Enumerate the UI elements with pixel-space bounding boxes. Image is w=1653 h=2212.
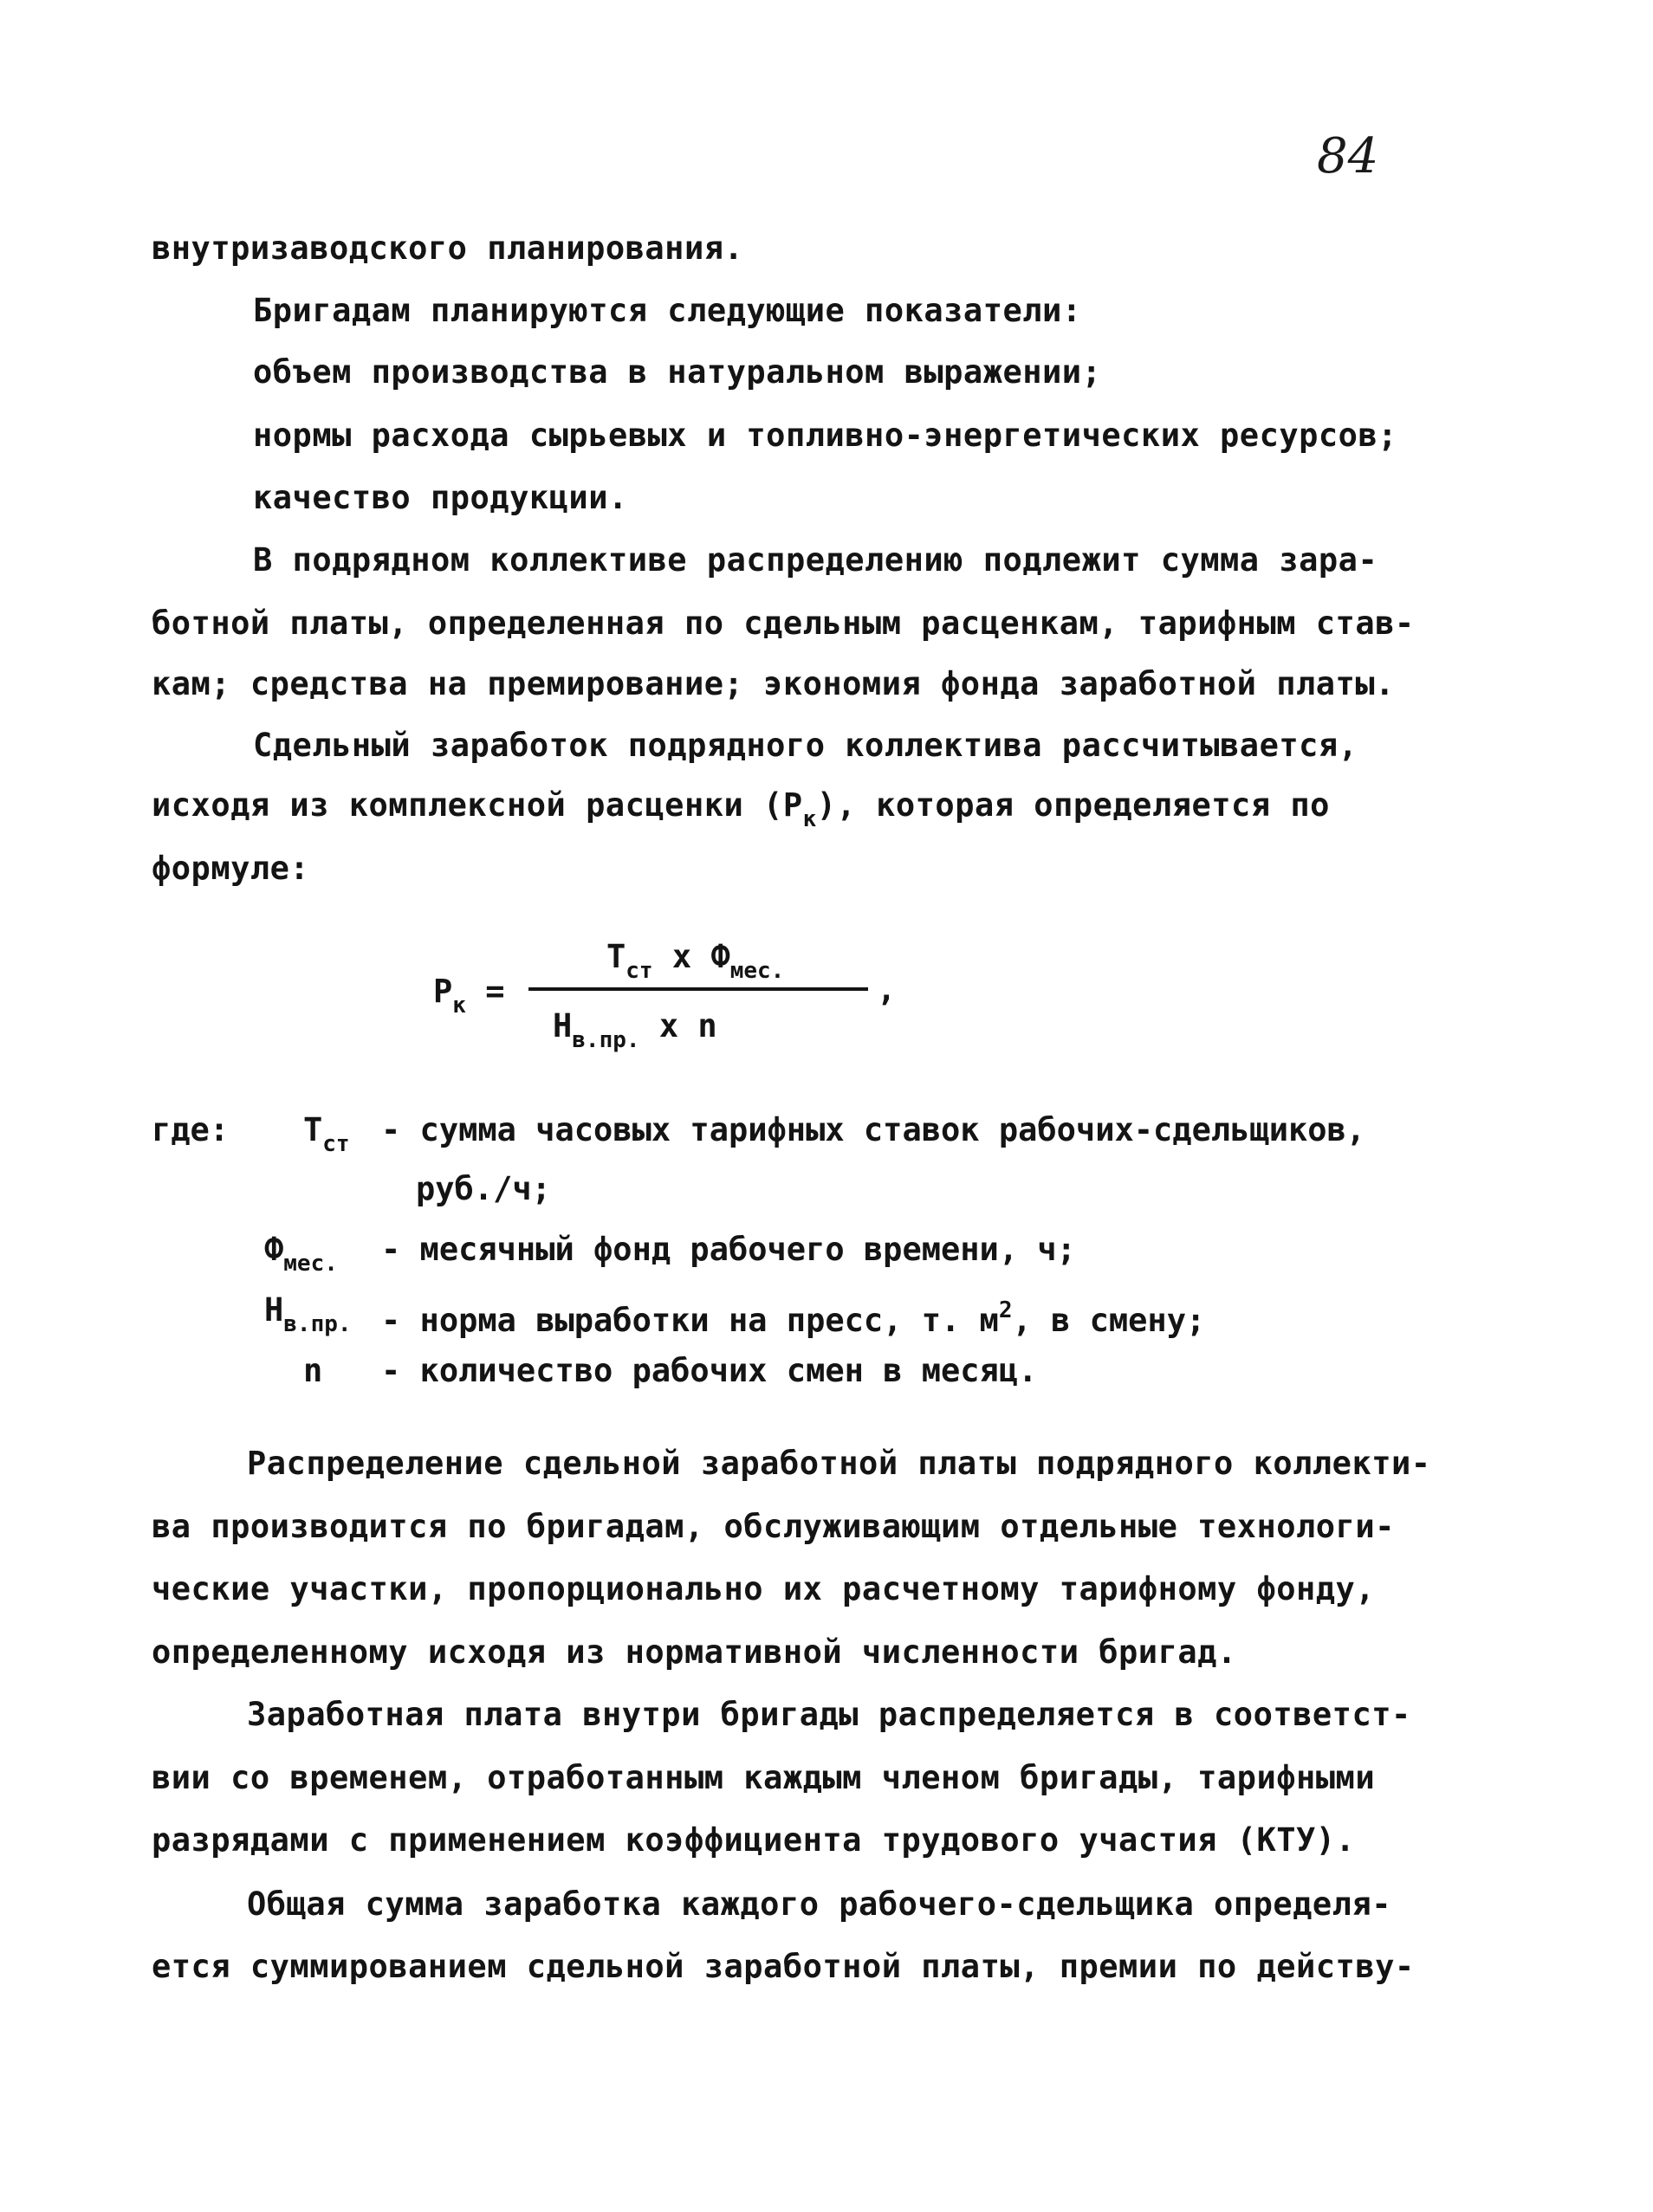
variable-description: - месячный фонд рабочего времени, ч; bbox=[381, 1231, 1076, 1268]
text-fragment: исходя из комплексной расценки (Р bbox=[152, 786, 803, 824]
subscript: к bbox=[802, 806, 817, 832]
formula-denominator: $Н_{в.пр.}$ х n bbox=[553, 1007, 717, 1053]
text-line: определенному исходя из нормативной численности бригад. bbox=[152, 1633, 1237, 1671]
text-line: ческие участки, пропорционально их расчетному тарифному фонду, bbox=[152, 1570, 1376, 1607]
page-number: 84 bbox=[1317, 128, 1379, 184]
variable-description: - норма выработки на пресс, т. $м^2$, в смену; bbox=[381, 1297, 1206, 1339]
text-fragment: ), которая определяется по bbox=[816, 786, 1330, 824]
text-line: ется суммированием сдельной заработной платы, премии по действу- bbox=[152, 1948, 1415, 1985]
text-line: Сдельный заработок подрядного коллектива рассчитывается, bbox=[253, 727, 1358, 764]
text-line: разрядами с применением коэффициента трудового участия (КТУ). bbox=[152, 1821, 1356, 1859]
text-line: Заработная плата внутри бригады распределяется в соответст- bbox=[247, 1696, 1411, 1733]
formula-comma: , bbox=[877, 971, 897, 1008]
text-line: В подрядном коллективе распределению подлежит сумма зара- bbox=[253, 541, 1378, 579]
variable-description: - количество рабочих смен в месяц. bbox=[381, 1352, 1038, 1389]
variable-description: - сумма часовых тарифных ставок рабочих-сдельщиков, bbox=[381, 1111, 1366, 1148]
fraction-bar bbox=[528, 987, 868, 991]
text-line: кам; средства на премирование; экономия фонда заработной платы. bbox=[152, 665, 1395, 702]
text-line: нормы расхода сырьевых и топливно-энергетических ресурсов; bbox=[253, 417, 1398, 454]
variable-symbol: n bbox=[303, 1352, 323, 1389]
text-line: Распределение сдельной заработной платы подрядного коллекти- bbox=[247, 1445, 1431, 1482]
where-label: где: bbox=[152, 1111, 230, 1148]
variable-symbol: $Н_{в.пр.}$ bbox=[264, 1291, 352, 1337]
text-line: качество продукции. bbox=[253, 479, 628, 516]
text-line: объем производства в натуральном выражении; bbox=[253, 353, 1102, 391]
text-line: формуле: bbox=[152, 850, 310, 887]
text-line: Бригадам планируются следующие показатели: bbox=[253, 292, 1082, 329]
text-line: ботной платы, определенная по сдельным расценкам, тарифным став- bbox=[152, 605, 1415, 642]
variable-symbol: $Ф_{мес.}$ bbox=[264, 1231, 338, 1277]
variable-description: руб./ч; bbox=[416, 1170, 551, 1207]
variable-symbol: $Т_{ст}$ bbox=[303, 1111, 350, 1157]
formula-lhs: $Р_к$ = bbox=[433, 973, 505, 1019]
text-line: внутризаводского планирования. bbox=[152, 230, 744, 267]
text-line: вии со временем, отработанным каждым членом бригады, тарифными bbox=[152, 1759, 1376, 1796]
text-line: ва производится по бригадам, обслуживающим отдельные технологи- bbox=[152, 1508, 1395, 1545]
text-line: Общая сумма заработка каждого рабочего-сдельщика определя- bbox=[247, 1885, 1392, 1923]
formula-numerator: $Т_{ст}$ х $Ф_{мес.}$ bbox=[606, 938, 785, 984]
text-line bbox=[152, 784, 1330, 841]
